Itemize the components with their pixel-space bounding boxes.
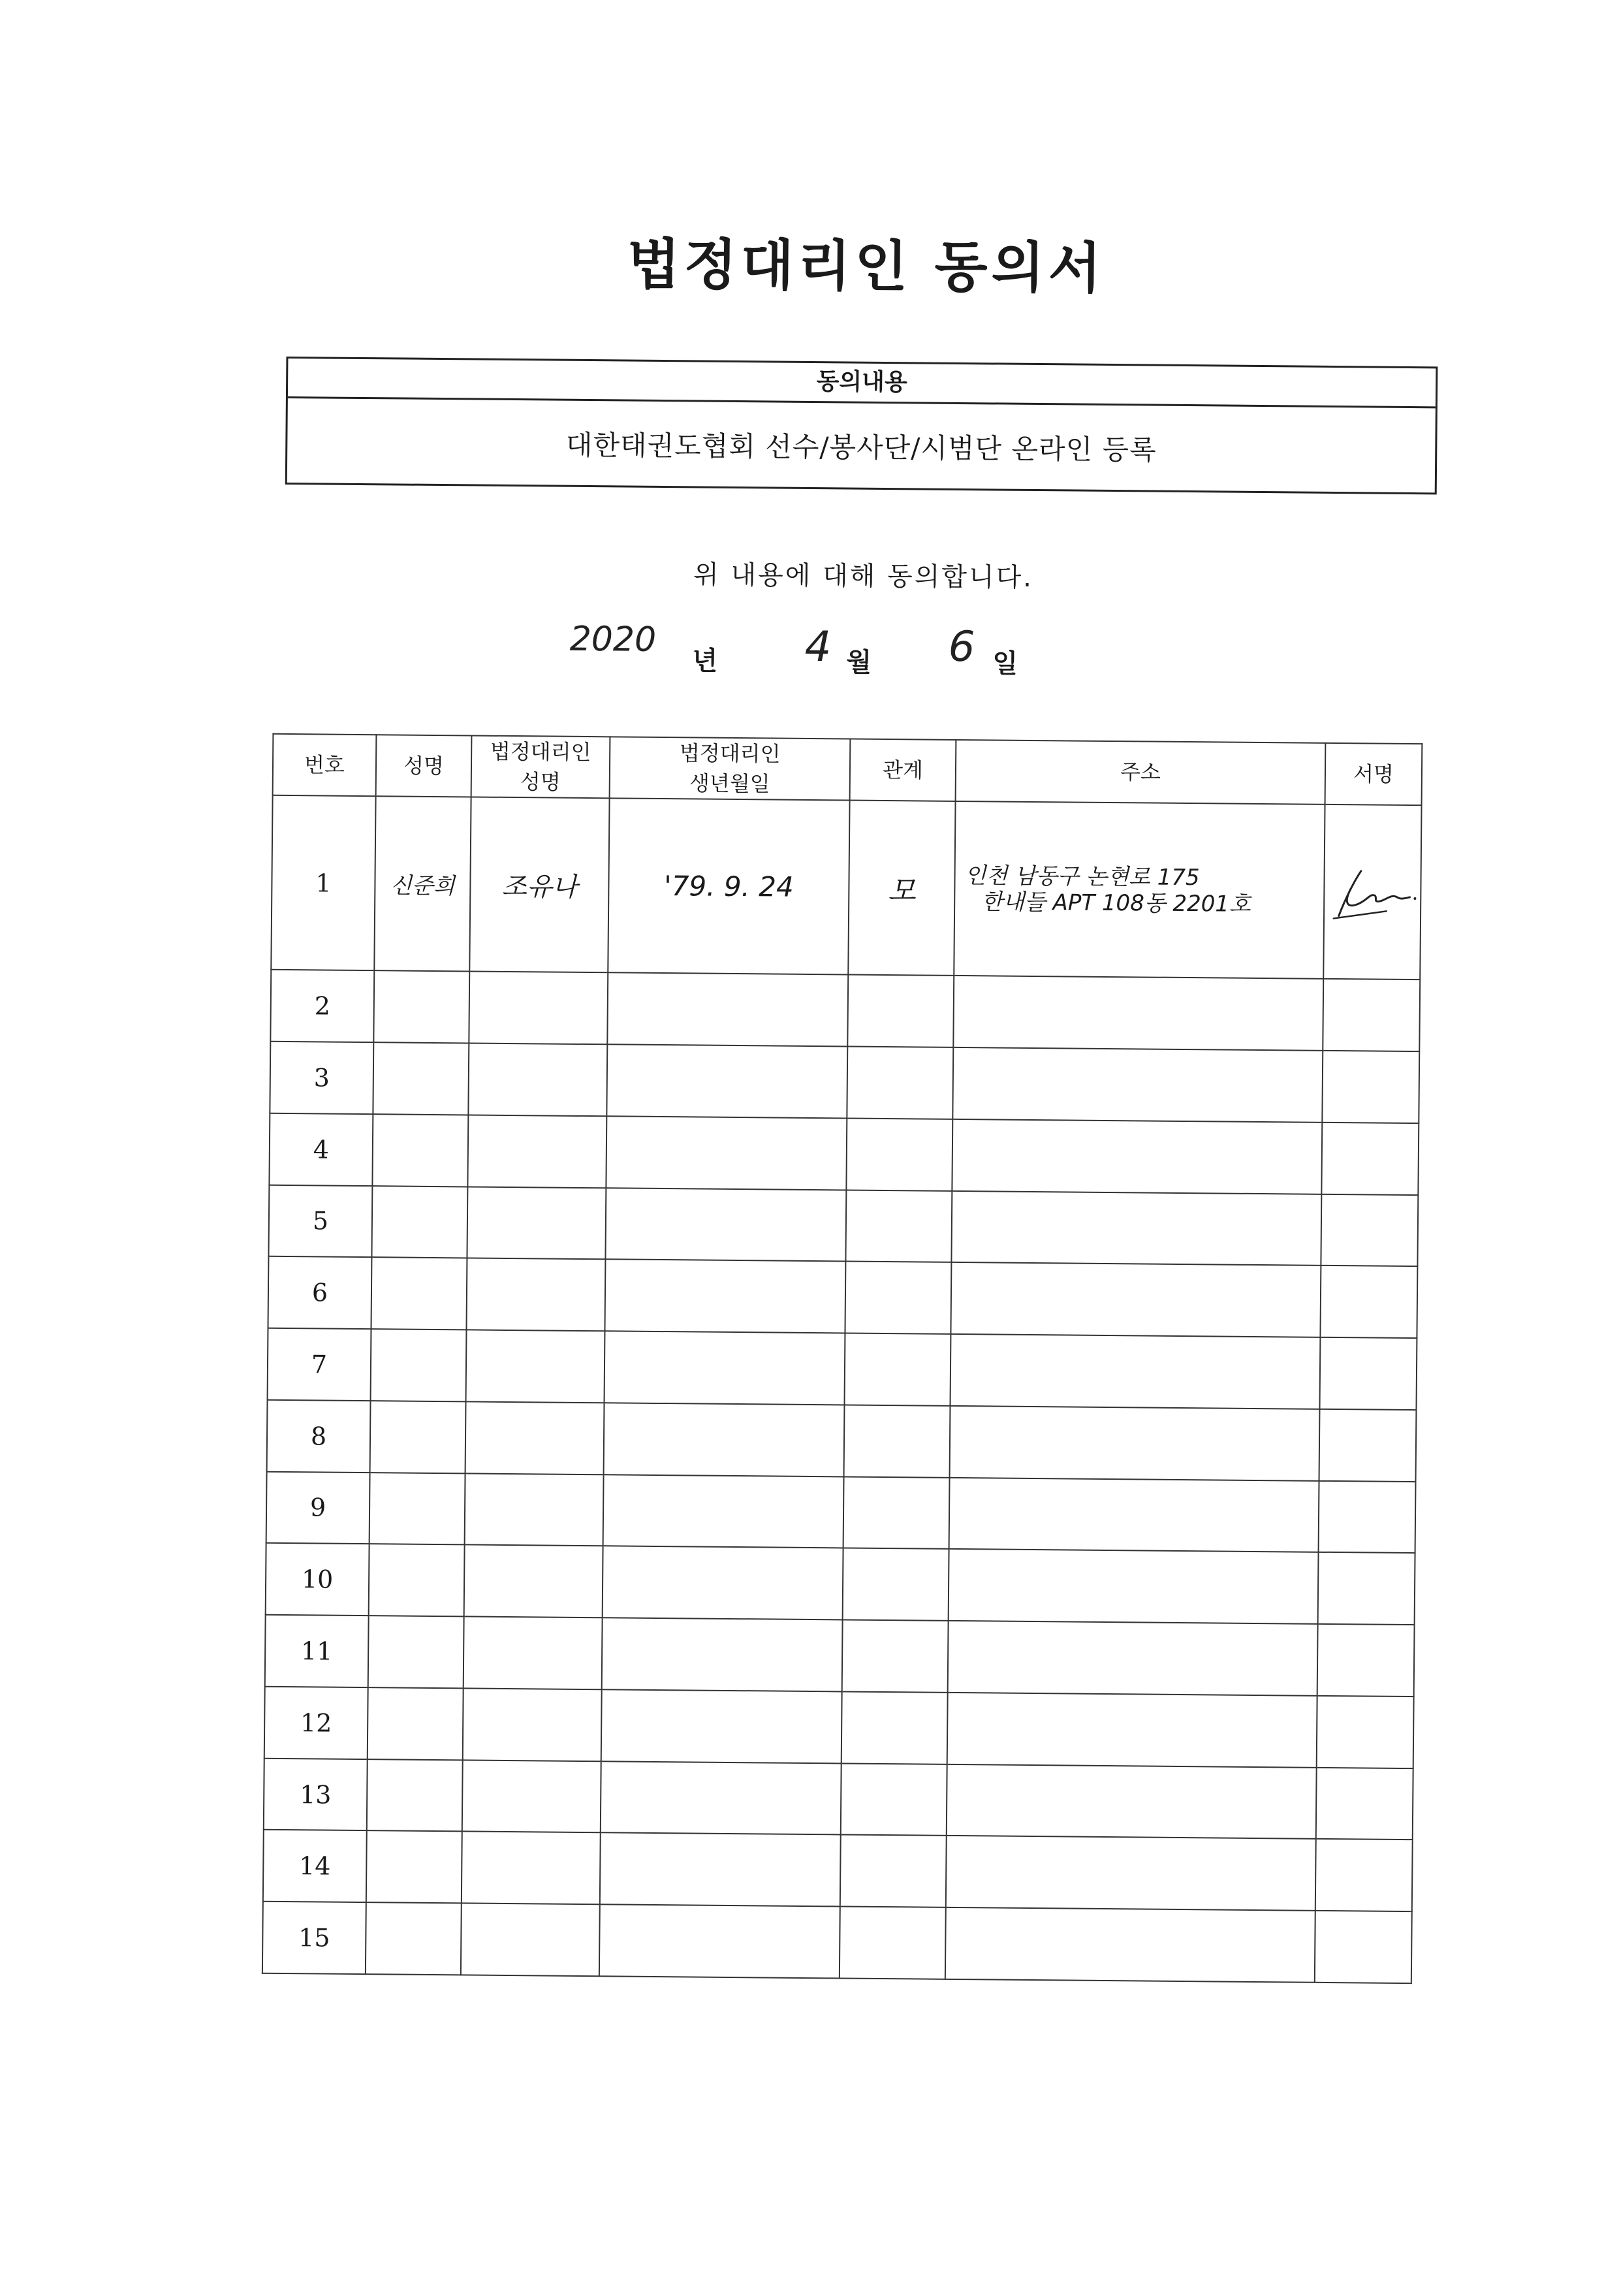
table-row [268, 1328, 1417, 1410]
table-row [268, 1256, 1417, 1338]
empty-cell [605, 1331, 845, 1405]
table-row [266, 1543, 1415, 1625]
empty-cell [949, 1549, 1319, 1624]
empty-cell [466, 1330, 605, 1403]
row-number: 10 [266, 1543, 369, 1616]
empty-cell [461, 1904, 600, 1977]
header-guardian-birth [610, 737, 851, 800]
empty-cell [1320, 1266, 1417, 1338]
header-guardian-name [471, 735, 610, 798]
empty-cell [465, 1401, 605, 1475]
empty-cell [847, 1047, 953, 1119]
empty-cell [845, 1262, 951, 1334]
cell-name [374, 796, 471, 972]
empty-cell [603, 1475, 844, 1548]
table-row [266, 1471, 1416, 1553]
empty-cell [949, 1478, 1319, 1553]
empty-cell [847, 975, 954, 1047]
empty-cell [605, 1188, 846, 1262]
date-month: 4 [804, 622, 832, 672]
empty-cell [1322, 1051, 1419, 1123]
table-row [264, 1687, 1414, 1768]
handwritten-guardian-birth: '79. 9. 24 [663, 870, 794, 903]
empty-cell [843, 1476, 950, 1549]
row-number: 11 [265, 1615, 369, 1687]
empty-cell [842, 1620, 949, 1693]
empty-cell [1323, 979, 1420, 1051]
header-guardian-name-line2: 성명 [520, 769, 561, 795]
empty-cell [600, 1833, 841, 1907]
empty-cell [368, 1687, 464, 1760]
date-year: 2020 [569, 619, 657, 660]
empty-cell [950, 1334, 1320, 1409]
date-day-label: 일 [992, 648, 1018, 679]
date-line [4, 613, 1619, 693]
row-number: 13 [264, 1758, 368, 1830]
row-number: 5 [268, 1185, 372, 1257]
empty-cell [844, 1405, 951, 1477]
cell-signature [1323, 805, 1421, 980]
empty-cell [371, 1329, 467, 1401]
handwritten-signature [1325, 856, 1421, 929]
empty-cell [369, 1473, 465, 1545]
empty-cell [950, 1406, 1320, 1481]
empty-cell [948, 1621, 1318, 1696]
table-row [263, 1830, 1413, 1911]
empty-cell [462, 1832, 601, 1905]
document-title: 법정대리인 동의서 [627, 232, 1106, 300]
handwritten-address-line2: 한내들 APT 108동 2201호 [981, 888, 1251, 917]
table-row [262, 1902, 1412, 1983]
empty-cell [466, 1258, 605, 1331]
row-number: 7 [268, 1328, 371, 1401]
empty-cell [465, 1473, 604, 1546]
empty-cell [1315, 1911, 1412, 1983]
empty-cell [371, 1186, 467, 1258]
empty-cell [468, 1043, 607, 1116]
empty-cell [462, 1760, 601, 1833]
header-relation: 관계 [850, 739, 956, 801]
handwritten-address-line1: 인천 남동구 논현로 175 [964, 862, 1200, 891]
row-number: 1 [271, 795, 375, 971]
empty-cell [602, 1618, 843, 1691]
empty-cell [366, 1902, 462, 1975]
empty-cell [469, 972, 608, 1045]
empty-cell [1321, 1194, 1418, 1266]
empty-cell [464, 1617, 603, 1690]
empty-cell [467, 1115, 606, 1188]
empty-cell [599, 1904, 840, 1978]
empty-cell [1317, 1624, 1415, 1697]
empty-cell [372, 1114, 468, 1187]
row-number: 6 [268, 1256, 371, 1329]
empty-cell [841, 1691, 948, 1764]
row-number: 8 [267, 1400, 371, 1473]
empty-cell [952, 1047, 1323, 1123]
header-no: 번호 [273, 734, 377, 796]
header-guardian-name-line1: 법정대리인 [490, 739, 591, 765]
table-row [271, 795, 1421, 980]
header-address: 주소 [956, 740, 1326, 805]
table-header-row [273, 734, 1423, 805]
row-number: 3 [270, 1042, 373, 1114]
empty-cell [953, 976, 1323, 1051]
empty-cell [1316, 1767, 1413, 1840]
empty-cell [846, 1118, 952, 1190]
consent-box [285, 357, 1438, 494]
empty-cell [1319, 1409, 1417, 1482]
table-row [264, 1758, 1413, 1840]
handwritten-relation: 모 [887, 874, 916, 908]
empty-cell [603, 1546, 843, 1620]
empty-cell [840, 1835, 947, 1907]
row-number: 2 [270, 970, 374, 1042]
header-guardian-birth-line1: 법정대리인 [679, 741, 781, 767]
table-row [269, 1113, 1419, 1195]
empty-cell [367, 1759, 463, 1832]
cell-guardian-birth [608, 798, 849, 974]
empty-cell [369, 1544, 465, 1617]
table-row [265, 1615, 1415, 1697]
empty-cell [601, 1689, 842, 1763]
empty-cell [370, 1401, 466, 1473]
empty-cell [952, 1119, 1322, 1194]
empty-cell [843, 1548, 949, 1621]
empty-cell [1319, 1337, 1417, 1410]
empty-cell [373, 970, 469, 1043]
empty-cell [841, 1763, 947, 1836]
empty-cell [947, 1693, 1317, 1768]
empty-cell [1317, 1696, 1414, 1768]
empty-cell [467, 1187, 606, 1260]
header-name: 성명 [376, 735, 472, 797]
empty-cell [366, 1831, 462, 1904]
row-number: 9 [266, 1471, 370, 1544]
date-day: 6 [948, 622, 975, 672]
empty-cell [373, 1042, 469, 1115]
row-number: 4 [269, 1113, 373, 1186]
empty-cell [1315, 1839, 1413, 1911]
empty-cell [947, 1764, 1317, 1840]
cell-guardian-name [469, 797, 609, 972]
cell-address [954, 801, 1325, 979]
table-row [267, 1400, 1417, 1482]
empty-cell [605, 1260, 845, 1333]
agree-statement: 위 내용에 대해 동의합니다. [693, 560, 1034, 593]
empty-cell [606, 1116, 847, 1190]
empty-cell [844, 1333, 951, 1406]
registration-table [262, 733, 1423, 1984]
empty-cell [601, 1761, 841, 1835]
empty-cell [1319, 1480, 1416, 1553]
empty-cell [606, 1044, 847, 1118]
empty-cell [946, 1836, 1316, 1911]
row-number: 15 [262, 1902, 366, 1974]
empty-cell [463, 1688, 602, 1761]
table-row [270, 1042, 1419, 1123]
empty-cell [845, 1190, 952, 1262]
cell-relation [848, 801, 955, 976]
consent-content: 대한태권도협회 선수/봉사단/시범단 온라인 등록 [565, 428, 1157, 466]
handwritten-guardian-name: 조유나 [501, 871, 578, 903]
header-signature: 서명 [1325, 743, 1423, 805]
date-month-label: 월 [846, 647, 872, 678]
empty-cell [1321, 1123, 1419, 1195]
empty-cell [945, 1907, 1315, 1983]
row-number: 12 [264, 1687, 368, 1759]
empty-cell [951, 1190, 1321, 1266]
row-number: 14 [263, 1830, 367, 1902]
consent-header: 동의내용 [288, 359, 1436, 408]
empty-cell [371, 1257, 467, 1330]
empty-cell [607, 973, 848, 1047]
empty-cell [604, 1403, 845, 1476]
empty-cell [1318, 1552, 1415, 1625]
handwritten-name: 신준희 [390, 872, 455, 900]
empty-cell [464, 1545, 603, 1618]
empty-cell [368, 1616, 464, 1688]
empty-cell [840, 1907, 946, 1979]
date-year-label: 년 [692, 646, 718, 677]
header-guardian-birth-line2: 생년월일 [689, 771, 770, 797]
empty-cell [951, 1262, 1321, 1337]
table-row [270, 970, 1420, 1051]
table-row [268, 1185, 1418, 1266]
